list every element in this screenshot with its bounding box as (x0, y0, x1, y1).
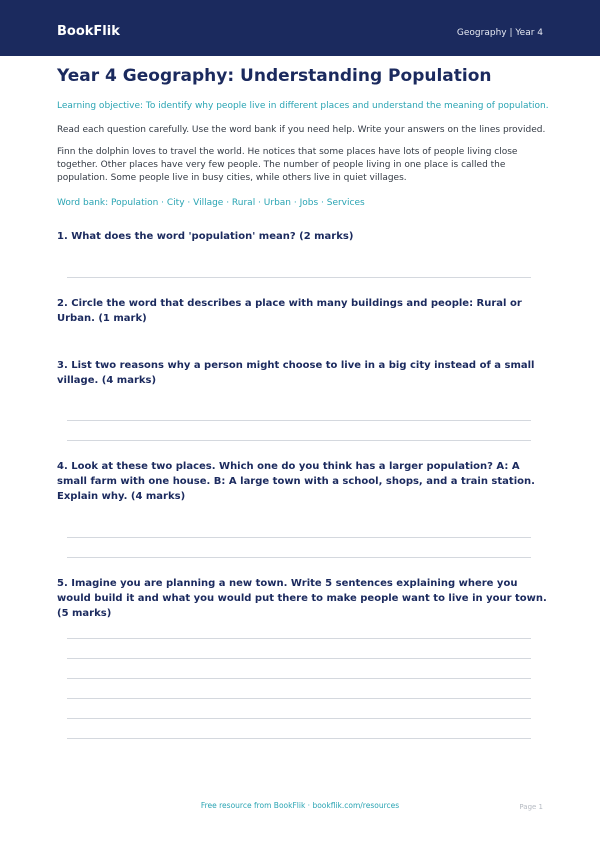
answer-line[interactable] (67, 738, 531, 739)
answer-line[interactable] (67, 537, 531, 538)
answer-line[interactable] (67, 638, 531, 639)
instructions: Read each question carefully. Use the word bank if you need help. Write your answers on the lines provided. (57, 125, 546, 135)
footer-credit[interactable]: Free resource from BookFlik · bookflik.com/resources (200, 801, 400, 810)
answer-line[interactable] (67, 440, 531, 441)
answer-line[interactable] (67, 678, 531, 679)
answer-line[interactable] (67, 277, 531, 278)
question-5: 5. Imagine you are planning a new town. Write 5 sentences explaining where you would build it and what you would put there to make people want to live in your town. (5 marks) (57, 578, 547, 619)
brand-logo[interactable]: BookFlik (57, 24, 120, 39)
question-2: 2. Circle the word that describes a place with many buildings and people: Rural or Urban. (1 mark) (57, 298, 522, 324)
answer-line[interactable] (67, 718, 531, 719)
page-number: Page 1 (519, 803, 543, 811)
answer-line[interactable] (67, 658, 531, 659)
question-1: 1. What does the word 'population' mean? (2 marks) (57, 231, 354, 242)
answer-line[interactable] (67, 698, 531, 699)
word-bank: Word bank: Population · City · Village · Rural · Urban · Jobs · Services (57, 198, 365, 208)
question-3: 3. List two reasons why a person might choose to live in a big city instead of a small village. (4 marks) (57, 360, 535, 386)
question-4: 4. Look at these two places. Which one do you think has a larger population? A: A small farm with one house. B: A large town with a school, shops, and a train station. Explain why. (4 marks) (57, 461, 535, 502)
answer-line[interactable] (67, 420, 531, 421)
learning-objective: Learning objective: To identify why people live in different places and understand the meaning of population. (57, 101, 549, 111)
header-bar (0, 0, 600, 56)
story-paragraph: Finn the dolphin loves to travel the world. He notices that some places have lots of people living close together. Other places have very few people. The number of people living in one place is called the population. Some people live in busy cities, while others live in quiet villages. (57, 147, 518, 183)
answer-line[interactable] (67, 557, 531, 558)
breadcrumb: Geography | Year 4 (456, 28, 543, 38)
page-title: Year 4 Geography: Understanding Population (57, 66, 492, 86)
